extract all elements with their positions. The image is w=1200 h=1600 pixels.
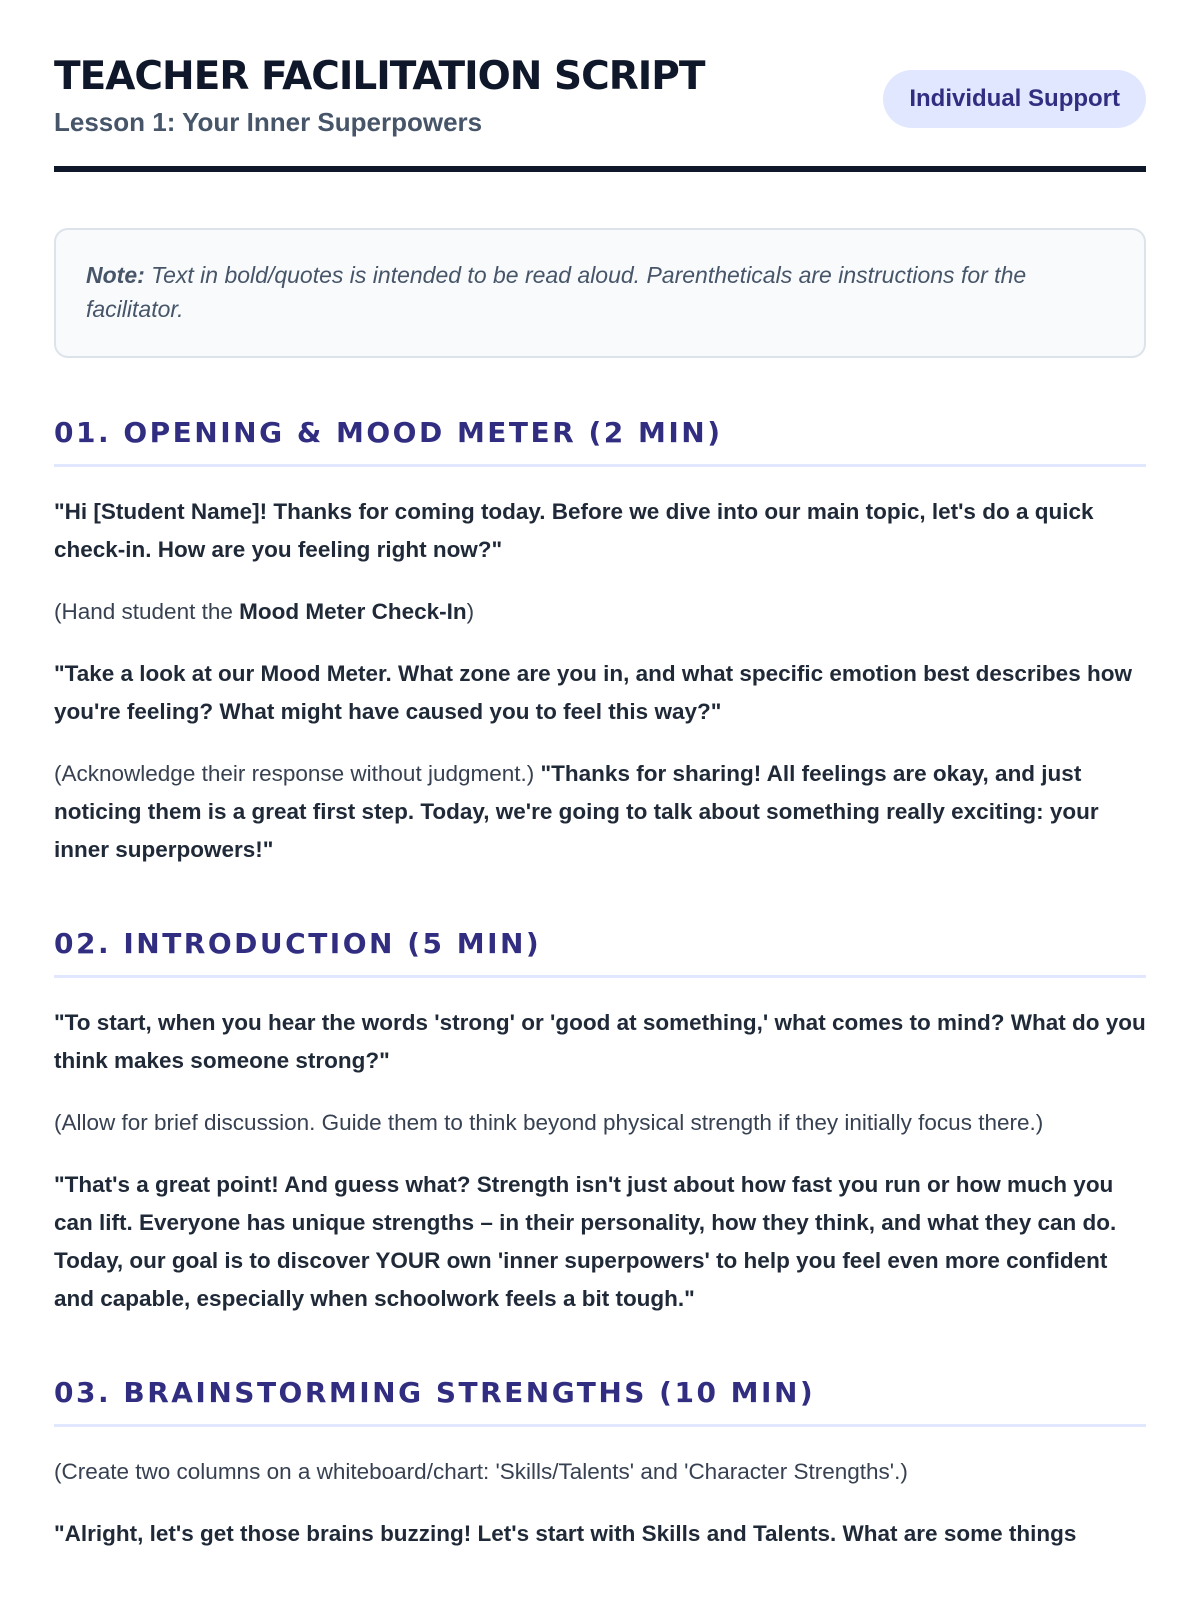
instruction-text: (Hand student the	[54, 598, 240, 624]
header	[54, 56, 1146, 172]
note-box	[54, 228, 1146, 358]
section-heading-introduction: 02. INTRODUCTION (5 MIN)	[54, 927, 1146, 978]
instruction-text: (Acknowledge their response without judgment.)	[54, 760, 541, 786]
instruction-line: (Allow for brief discussion. Guide them to think beyond physical strength if they initially focus there.)	[54, 1109, 1044, 1135]
material-name: Mood Meter Check-In	[239, 598, 467, 624]
script-line: "To start, when you hear the words 'strong' or 'good at something,' what comes to mind? What do you think makes someone strong?"	[54, 1009, 1146, 1073]
section-heading-brainstorming: 03. BRAINSTORMING STRENGTHS (10 MIN)	[54, 1376, 1146, 1427]
note-label: Note:	[86, 261, 145, 288]
script-line: "Take a look at our Mood Meter. What zone are you in, and what specific emotion best describes how you're feeling? What might have caused you to feel this way?"	[54, 660, 1132, 724]
script-line: "Alright, let's get those brains buzzing! Let's start with Skills and Talents. What are some things	[54, 1520, 1077, 1546]
script-text: "Thanks for sharing! All feelings are okay, and just noticing them is a great first step. Today, we're going to talk about something really exciting: your inner superpowers!"	[54, 760, 1099, 862]
script-line: "That's a great point! And guess what? Strength isn't just about how fast you run or how much you can lift. Everyone has unique strengths – in their personality, how they think, and what they can do. Today, our goal is to discover YOUR own 'inner superpowers' to help you feel even more confident and capable, especially when schoolwork feels a bit tough."	[54, 1171, 1117, 1311]
note-text: Text in bold/quotes is intended to be read aloud. Parentheticals are instructions for the facilitator.	[86, 261, 1027, 322]
instruction-line: (Create two columns on a whiteboard/chart: 'Skills/Talents' and 'Character Strengths'.)	[54, 1458, 908, 1484]
status-badge: Individual Support	[883, 70, 1146, 128]
title-block	[54, 56, 704, 138]
instruction-line	[54, 593, 1146, 631]
section-heading-opening: 01. OPENING & MOOD METER (2 MIN)	[54, 416, 1146, 467]
instruction-text: )	[466, 598, 475, 624]
mixed-line	[54, 755, 1146, 869]
script-line: "Hi [Student Name]! Thanks for coming today. Before we dive into our main topic, let's do a quick check-in. How are you feeling right now?"	[54, 498, 1094, 562]
lesson-subtitle: Lesson 1: Your Inner Superpowers	[54, 106, 483, 137]
page-title: TEACHER FACILITATION SCRIPT	[54, 54, 705, 99]
